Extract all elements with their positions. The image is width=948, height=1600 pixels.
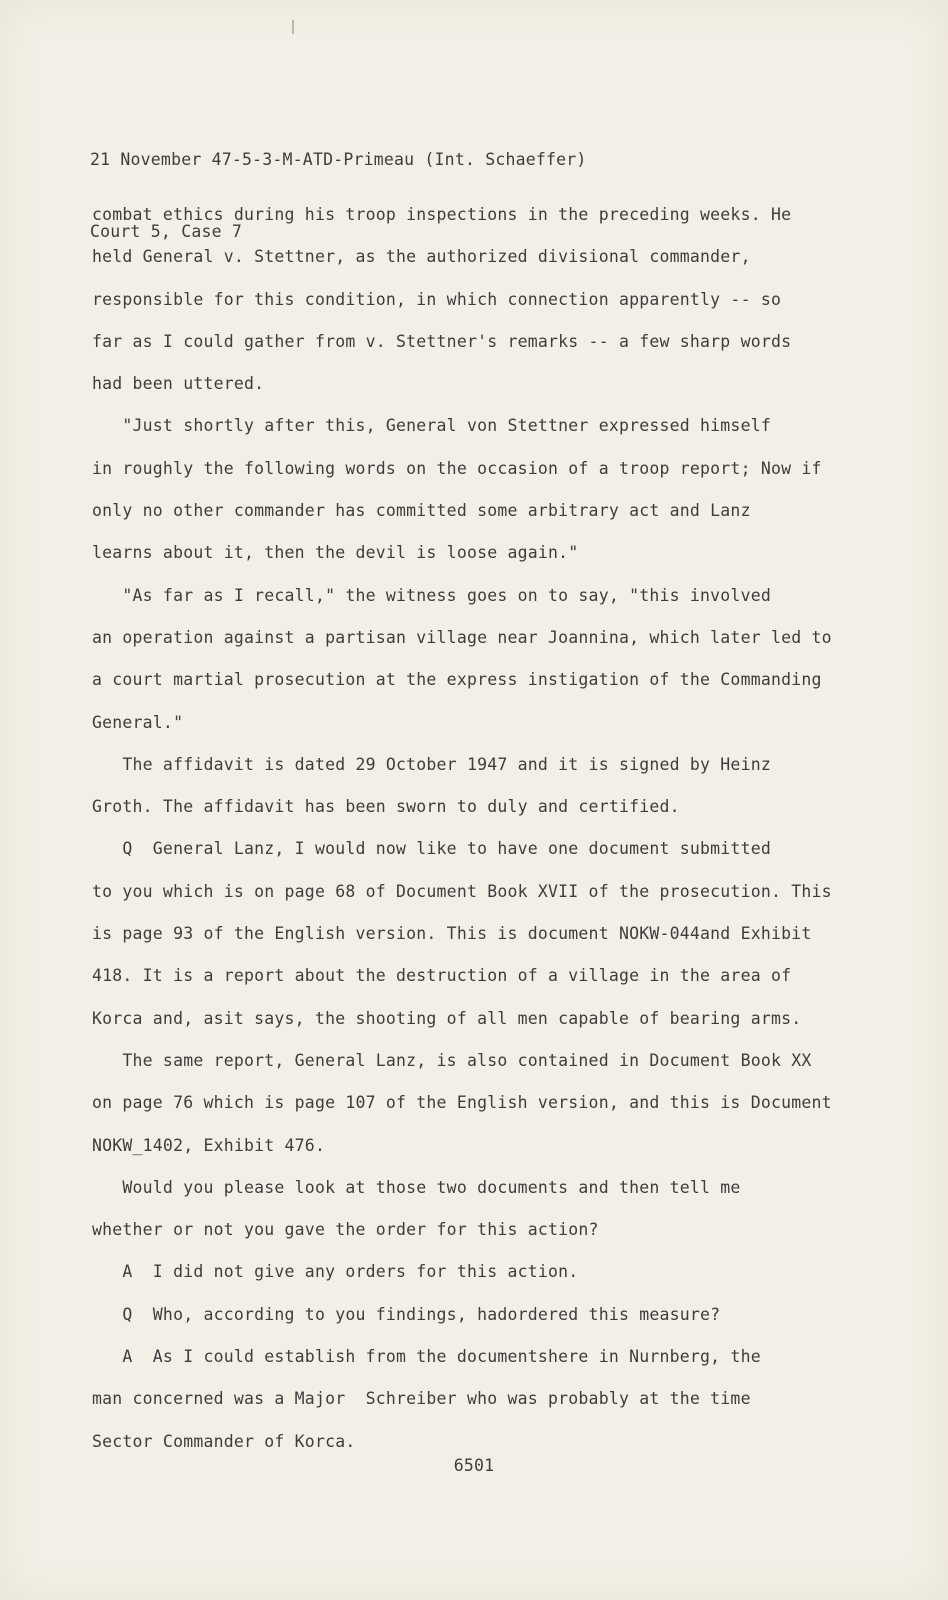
text-line: whether or not you gave the order for this action? [92,1220,599,1240]
text-line: far as I could gather from v. Stettner's remarks -- a few sharp words [92,331,792,351]
text-line: Would you please look at those two documents and then tell me [92,1177,741,1197]
edge-mark [292,20,294,34]
text-line: The affidavit is dated 29 October 1947 and it is signed by Heinz [92,754,771,774]
text-line: responsible for this condition, in which connection apparently -- so [92,289,782,309]
text-line: is page 93 of the English version. This is document NOKW-044and Exhibit [92,924,812,944]
text-line: in roughly the following words on the occasion of a troop report; Now if [92,458,822,478]
text-line: 418. It is a report about the destruction of a village in the area of [92,966,792,986]
text-line: on page 76 which is page 107 of the English version, and this is Document [92,1093,832,1113]
text-line: NOKW_1402, Exhibit 476. [92,1135,326,1155]
text-line: General." [92,712,184,732]
text-line: Groth. The affidavit has been sworn to duly and certified. [92,797,680,817]
header-line-date: 21 November 47-5-3-M-ATD-Primeau (Int. Schaeffer) [90,150,587,169]
text-line: held General v. Stettner, as the authorized divisional commander, [92,247,751,267]
text-line: A I did not give any orders for this action. [92,1262,579,1282]
text-line: learns about it, then the devil is loose again." [92,543,579,563]
text-line: A As I could establish from the documentshere in Nurnberg, the [92,1347,761,1367]
text-line: Q General Lanz, I would now like to have one document submitted [92,839,771,859]
text-line: had been uttered. [92,374,265,394]
page-number: 6501 [453,1456,495,1475]
text-line: to you which is on page 68 of Document Book XVII of the prosecution. This [92,881,832,901]
text-line: combat ethics during his troop inspections in the preceding weeks. He [92,205,792,224]
text-line: "Just shortly after this, General von Stettner expressed himself [92,416,771,436]
text-line: only no other commander has committed some arbitrary act and Lanz [92,501,751,521]
header-line-court: Court 5, Case 7 [90,222,243,241]
text-line: Q Who, according to you findings, hadordered this measure? [92,1304,721,1324]
text-line: Sector Commander of Korca. [92,1431,356,1451]
text-line: Korca and, asit says, the shooting of all men capable of bearing arms. [92,1008,802,1028]
text-line: "As far as I recall," the witness goes on to say, "this involved [92,585,771,605]
text-line: The same report, General Lanz, is also contained in Document Book XX [92,1050,812,1070]
text-line: man concerned was a Major Schreiber who was probably at the time [92,1389,751,1409]
text-line: a court martial prosecution at the express instigation of the Commanding [92,670,822,690]
text-line: an operation against a partisan village near Joannina, which later led to [92,627,832,647]
transcript-body [92,202,892,1471]
